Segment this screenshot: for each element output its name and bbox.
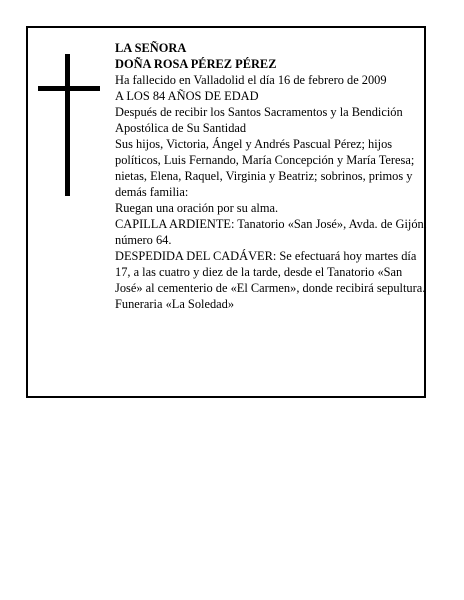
deceased-name: DOÑA ROSA PÉREZ PÉREZ xyxy=(115,57,277,71)
age-line: A LOS 84 AÑOS DE EDAD xyxy=(115,89,259,103)
sacraments-paragraph: Después de recibir los Santos Sacramentos y la Bendición Apostólica de Su Santidad xyxy=(115,105,403,135)
death-line: Ha fallecido en Valladolid el día 16 de febrero de 2009 xyxy=(115,73,387,87)
funeral-home: Funeraria «La Soledad» xyxy=(115,297,235,311)
chapel-paragraph: CAPILLA ARDIENTE: Tanatorio «San José», Avda. de Gijón, número 64. xyxy=(115,217,427,247)
notice-title: LA SEÑORA xyxy=(115,41,187,55)
obituary-text xyxy=(115,40,427,312)
farewell-paragraph: DESPEDIDA DEL CADÁVER: Se efectuará hoy martes día 17, a las cuatro y diez de la tarde, desde el Tanatorio «San José» al cementerio de «El Carmen», donde recibirá sepultura. xyxy=(115,249,426,295)
cross-icon xyxy=(38,54,100,196)
family-paragraph: Sus hijos, Victoria, Ángel y Andrés Pascual Pérez; hijos políticos, Luis Fernando, María Concepción y María Teresa; nietas, Elena, Raquel, Virginia y Beatriz; sobrinos, primos y demás familia: xyxy=(115,137,415,199)
cross-vertical-bar xyxy=(65,54,70,196)
prayer-line: Ruegan una oración por su alma. xyxy=(115,201,279,215)
cross-horizontal-bar xyxy=(38,86,100,91)
